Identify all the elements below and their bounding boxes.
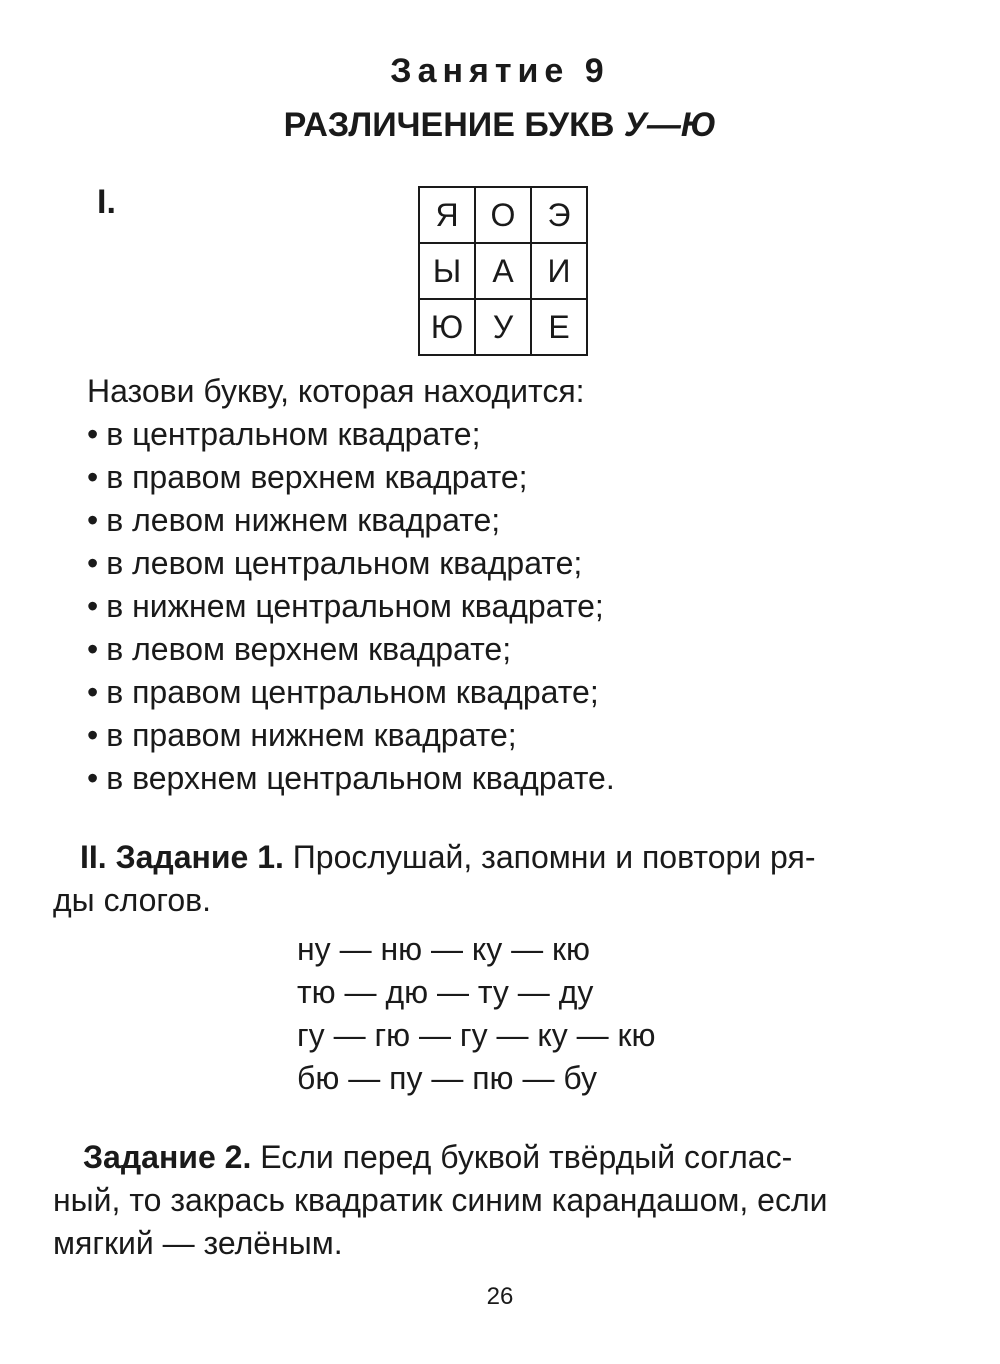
- position-list: [87, 413, 615, 800]
- list-item: • в левом верхнем квадрате;: [87, 628, 615, 671]
- list-item: • в центральном квадрате;: [87, 413, 615, 456]
- syllable-row: ну — ню — ку — кю: [297, 931, 591, 967]
- task-1-line-1: Прослушай, запомни и повтори ря-: [283, 839, 816, 875]
- title-main: РАЗЛИЧЕНИЕ БУКВ: [283, 106, 624, 144]
- letter-grid: [418, 186, 588, 356]
- syllable-rows: [297, 928, 656, 1100]
- lesson-number: Занятие 9: [390, 52, 610, 90]
- task-1-label: II. Задание 1.: [80, 839, 284, 875]
- task-2-line-2: ный, то закрась квадратик синим карандашом, если: [53, 1182, 828, 1218]
- task-2-text: [53, 1136, 953, 1265]
- page-number: 26: [486, 1283, 514, 1310]
- task-1-line-2: ды слогов.: [53, 882, 212, 918]
- grid-cell: Ю: [419, 299, 475, 355]
- task-prompt: Назови букву, которая находится:: [87, 373, 585, 409]
- grid-row: [419, 187, 587, 243]
- list-item: • в правом верхнем квадрате;: [87, 456, 615, 499]
- syllable-row: тю — дю — ту — ду: [297, 974, 594, 1010]
- task-2-line-1: Если перед буквой твёрдый соглас-: [251, 1139, 793, 1175]
- lesson-title: [0, 106, 1000, 145]
- grid-row: [419, 299, 587, 355]
- title-letters: У—Ю: [623, 106, 717, 144]
- list-item: • в верхнем центральном квадрате.: [87, 757, 615, 800]
- task-2-line-3: мягкий — зелёным.: [53, 1225, 343, 1261]
- list-item: • в левом центральном квадрате;: [87, 542, 615, 585]
- grid-cell: Ы: [419, 243, 475, 299]
- grid-cell: Э: [531, 187, 587, 243]
- grid-cell: Е: [531, 299, 587, 355]
- grid-cell: У: [475, 299, 531, 355]
- syllable-row: бю — пу — пю — бу: [297, 1060, 597, 1096]
- task-1-text: [53, 836, 953, 922]
- section-1-label: I.: [97, 183, 116, 221]
- grid-cell: И: [531, 243, 587, 299]
- task-2-label: Задание 2.: [83, 1139, 252, 1175]
- list-item: • в правом нижнем квадрате;: [87, 714, 615, 757]
- list-item: • в правом центральном квадрате;: [87, 671, 615, 714]
- list-item: • в левом нижнем квадрате;: [87, 499, 615, 542]
- syllable-row: гу — гю — гу — ку — кю: [297, 1017, 656, 1053]
- grid-cell: Я: [419, 187, 475, 243]
- grid-row: [419, 243, 587, 299]
- grid-cell: А: [475, 243, 531, 299]
- list-item: • в нижнем центральном квадрате;: [87, 585, 615, 628]
- grid-cell: О: [475, 187, 531, 243]
